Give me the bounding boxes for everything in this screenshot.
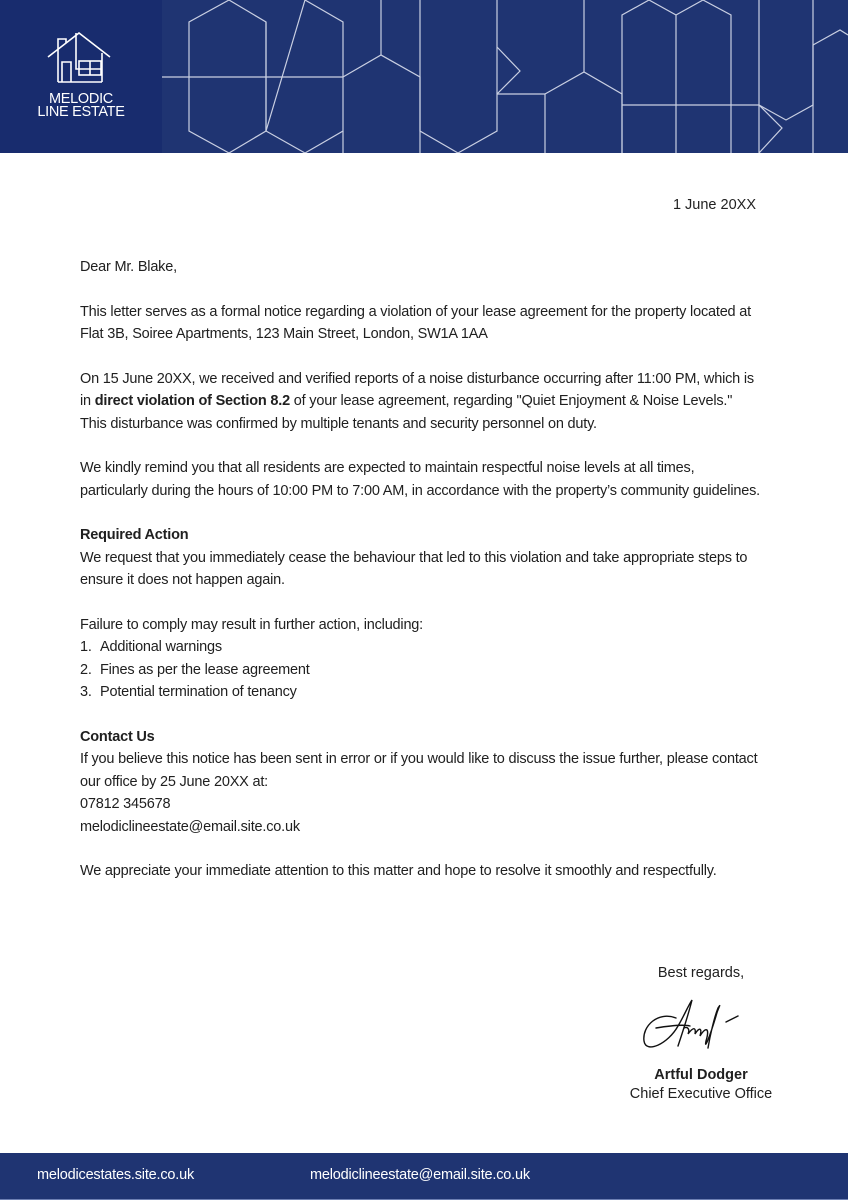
consequences-intro: Failure to comply may result in further action, including:	[80, 616, 423, 633]
letter-body	[80, 256, 760, 905]
footer-bar	[0, 1153, 848, 1200]
letter-date: 1 June 20XX	[672, 197, 756, 213]
footer-email-link[interactable]: melodiclineestate@email.site.co.uk	[310, 1167, 530, 1183]
required-action-text: We request that you immediately cease the behaviour that led to this violation and take appropriate steps to ensure it does not happen again.	[80, 549, 748, 588]
company-name-line2: LINE ESTATE	[37, 104, 125, 120]
logo-panel	[0, 0, 162, 153]
handwritten-signature-icon	[638, 996, 763, 1056]
intro-paragraph: This letter serves as a formal notice regarding a violation of your lease agreement for the property located at Flat 3B, Soiree Apartments, 123 Main Street, London, SW1A 1AA	[80, 303, 751, 342]
salutation: Dear Mr. Blake,	[80, 259, 177, 275]
contact-email: melodiclineestate@email.site.co.uk	[80, 818, 300, 835]
signer-name: Artful Dodger	[654, 1067, 748, 1083]
regards: Best regards,	[657, 965, 745, 981]
reminder-paragraph: We kindly remind you that all residents are expected to maintain respectful noise levels at all times, particularly during the hours of 10:00 PM to 7:00 AM, in accordance with the property’s community guidelines.	[80, 460, 760, 499]
list-item: 2. Fines as per the lease agreement	[80, 661, 310, 678]
incident-text-before: On 15 June 20XX, we received and verified reports of a noise disturbance occurring after 11:00 PM, which is in	[80, 370, 754, 409]
violation-highlight: direct violation of Section 8.2	[94, 393, 290, 409]
company-name-line1: MELODIC	[49, 91, 113, 107]
incident-paragraph	[80, 368, 760, 436]
list-item: 3. Potential termination of tenancy	[80, 684, 297, 700]
closing-paragraph: We appreciate your immediate attention to this matter and hope to resolve it smoothly and respectfully.	[80, 863, 717, 879]
required-action-heading: Required Action	[80, 527, 189, 543]
incident-text-after: of your lease agreement, regarding "Quiet Enjoyment & Noise Levels." This disturbance was confirmed by multiple tenants and security personnel on duty.	[80, 393, 733, 432]
house-outline-icon	[46, 31, 114, 85]
contact-section	[80, 726, 760, 839]
consequences-list	[80, 636, 760, 704]
contact-heading: Contact Us	[80, 728, 155, 745]
footer-website-link[interactable]: melodicestates.site.co.uk	[37, 1167, 194, 1183]
list-item: 1. Additional warnings	[80, 639, 222, 655]
contact-phone: 07812 345678	[80, 796, 171, 812]
signer-title: Chief Executive Office	[629, 1086, 773, 1102]
letterhead-banner	[0, 0, 848, 153]
contact-text: If you believe this notice has been sent in error or if you would like to discuss the issue further, please contact our office by 25 June 20XX at:	[80, 751, 758, 790]
required-action-section	[80, 524, 760, 592]
company-name	[0, 93, 162, 119]
